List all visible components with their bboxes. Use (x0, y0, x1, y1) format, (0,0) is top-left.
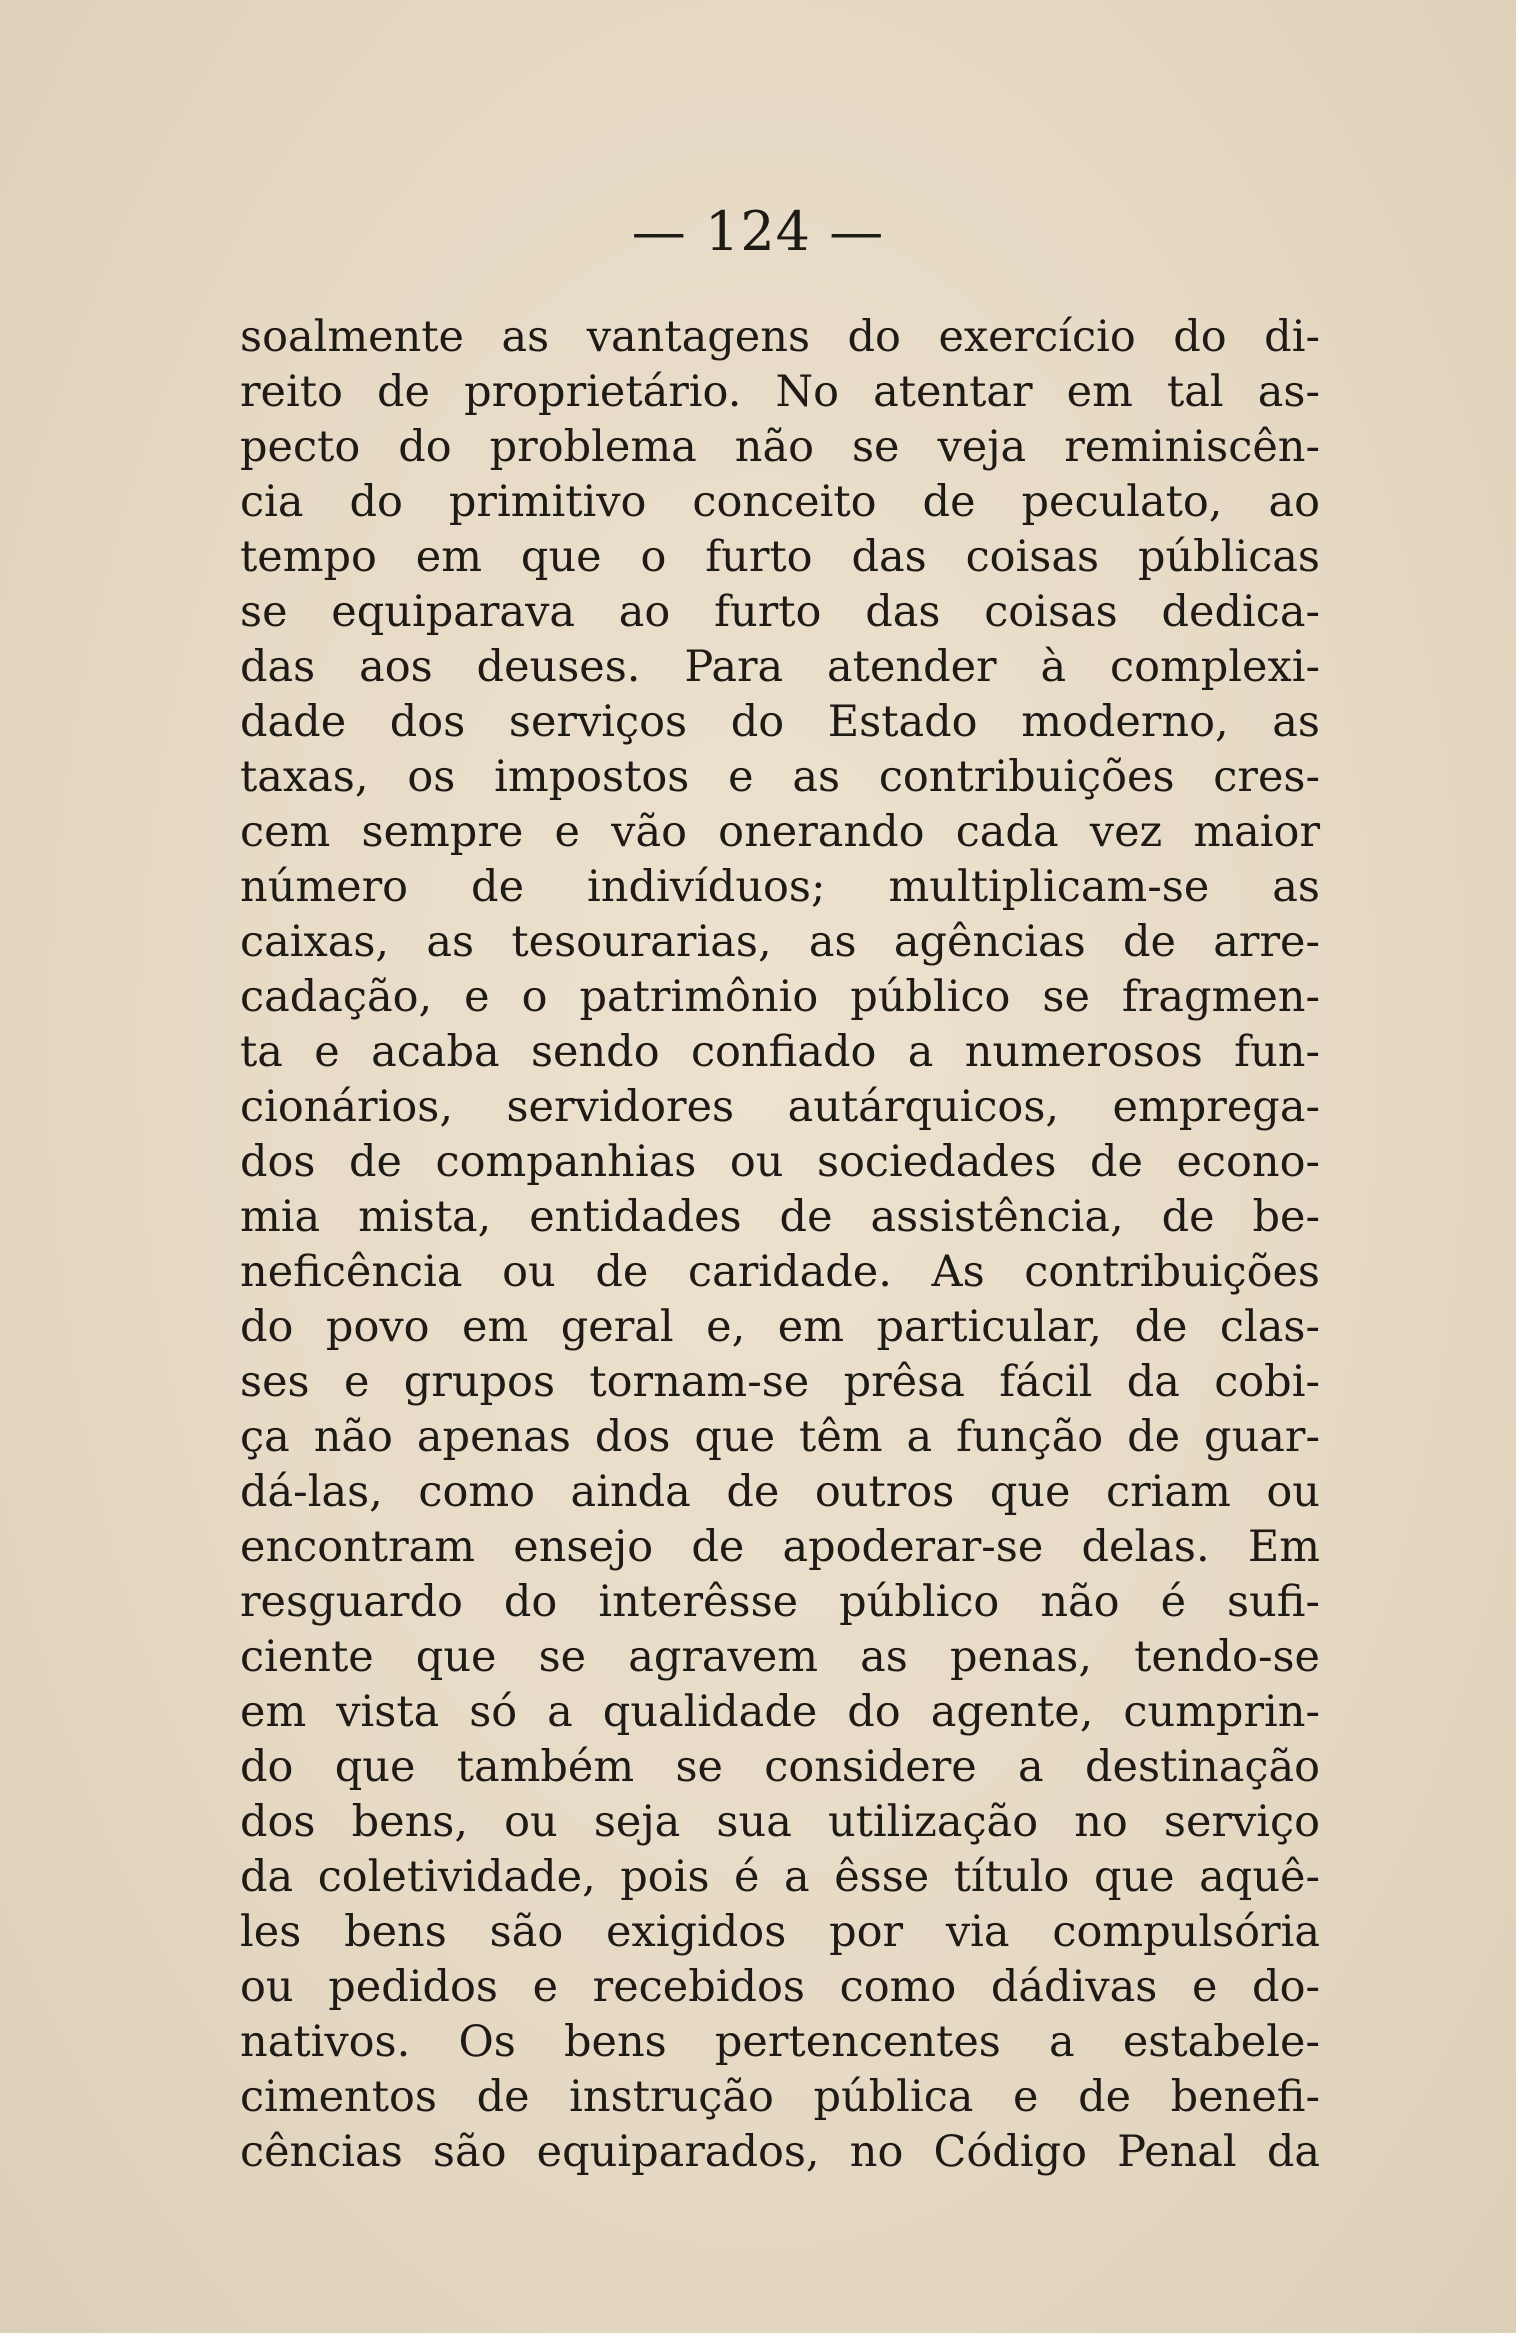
text-line: encontram ensejo de apoderar-se delas. Em (240, 1522, 1320, 1572)
text-line: do que também se considere a destinação (240, 1742, 1320, 1792)
text-line: dos de companhias ou sociedades de econo- (240, 1137, 1320, 1187)
text-line: dade dos serviços do Estado moderno, as (240, 697, 1320, 747)
text-line: ta e acaba sendo confiado a numerosos fun- (240, 1027, 1320, 1077)
body-text (240, 310, 1320, 2180)
text-line: das aos deuses. Para atender à complexi- (240, 642, 1320, 692)
text-line: cionários, servidores autárquicos, emprega- (240, 1082, 1320, 1132)
text-line: dos bens, ou seja sua utilização no serviço (240, 1797, 1320, 1847)
text-line: les bens são exigidos por via compulsória (240, 1907, 1320, 1957)
text-line: nativos. Os bens pertencentes a estabele- (240, 2017, 1320, 2067)
text-line: ça não apenas dos que têm a função de guar- (240, 1412, 1320, 1462)
text-line: taxas, os impostos e as contribuições cres- (240, 752, 1320, 802)
text-line: resguardo do interêsse público não é sufi- (240, 1577, 1320, 1627)
text-line: cadação, e o patrimônio público se fragmen- (240, 972, 1320, 1022)
text-line: cências são equiparados, no Código Penal da (240, 2127, 1320, 2177)
text-line: tempo em que o furto das coisas públicas (240, 532, 1320, 582)
text-line: em vista só a qualidade do agente, cumprin- (240, 1687, 1320, 1737)
text-line: cem sempre e vão onerando cada vez maior (240, 807, 1320, 857)
text-line: mia mista, entidades de assistência, de be- (240, 1192, 1320, 1242)
text-line: soalmente as vantagens do exercício do di- (240, 312, 1320, 362)
text-line: do povo em geral e, em particular, de clas- (240, 1302, 1320, 1352)
text-line: dá-las, como ainda de outros que criam ou (240, 1467, 1320, 1517)
text-line: ciente que se agravem as penas, tendo-se (240, 1632, 1320, 1682)
text-line: cimentos de instrução pública e de benefi- (240, 2072, 1320, 2122)
text-line: número de indivíduos; multiplicam-se as (240, 862, 1320, 912)
text-line: pecto do problema não se veja reminiscên- (240, 422, 1320, 472)
text-line: se equiparava ao furto das coisas dedica- (240, 587, 1320, 637)
text-line: neficência ou de caridade. As contribuições (240, 1247, 1320, 1297)
text-line: da coletividade, pois é a êsse título que aquê- (240, 1852, 1320, 1902)
text-line: caixas, as tesourarias, as agências de arre- (240, 917, 1320, 967)
page-number: — 124 — (631, 200, 885, 263)
text-line: ou pedidos e recebidos como dádivas e do- (240, 1962, 1320, 2012)
text-line: reito de proprietário. No atentar em tal as- (240, 367, 1320, 417)
text-line: ses e grupos tornam-se prêsa fácil da cobi- (240, 1357, 1320, 1407)
text-line: cia do primitivo conceito de peculato, ao (240, 477, 1320, 527)
